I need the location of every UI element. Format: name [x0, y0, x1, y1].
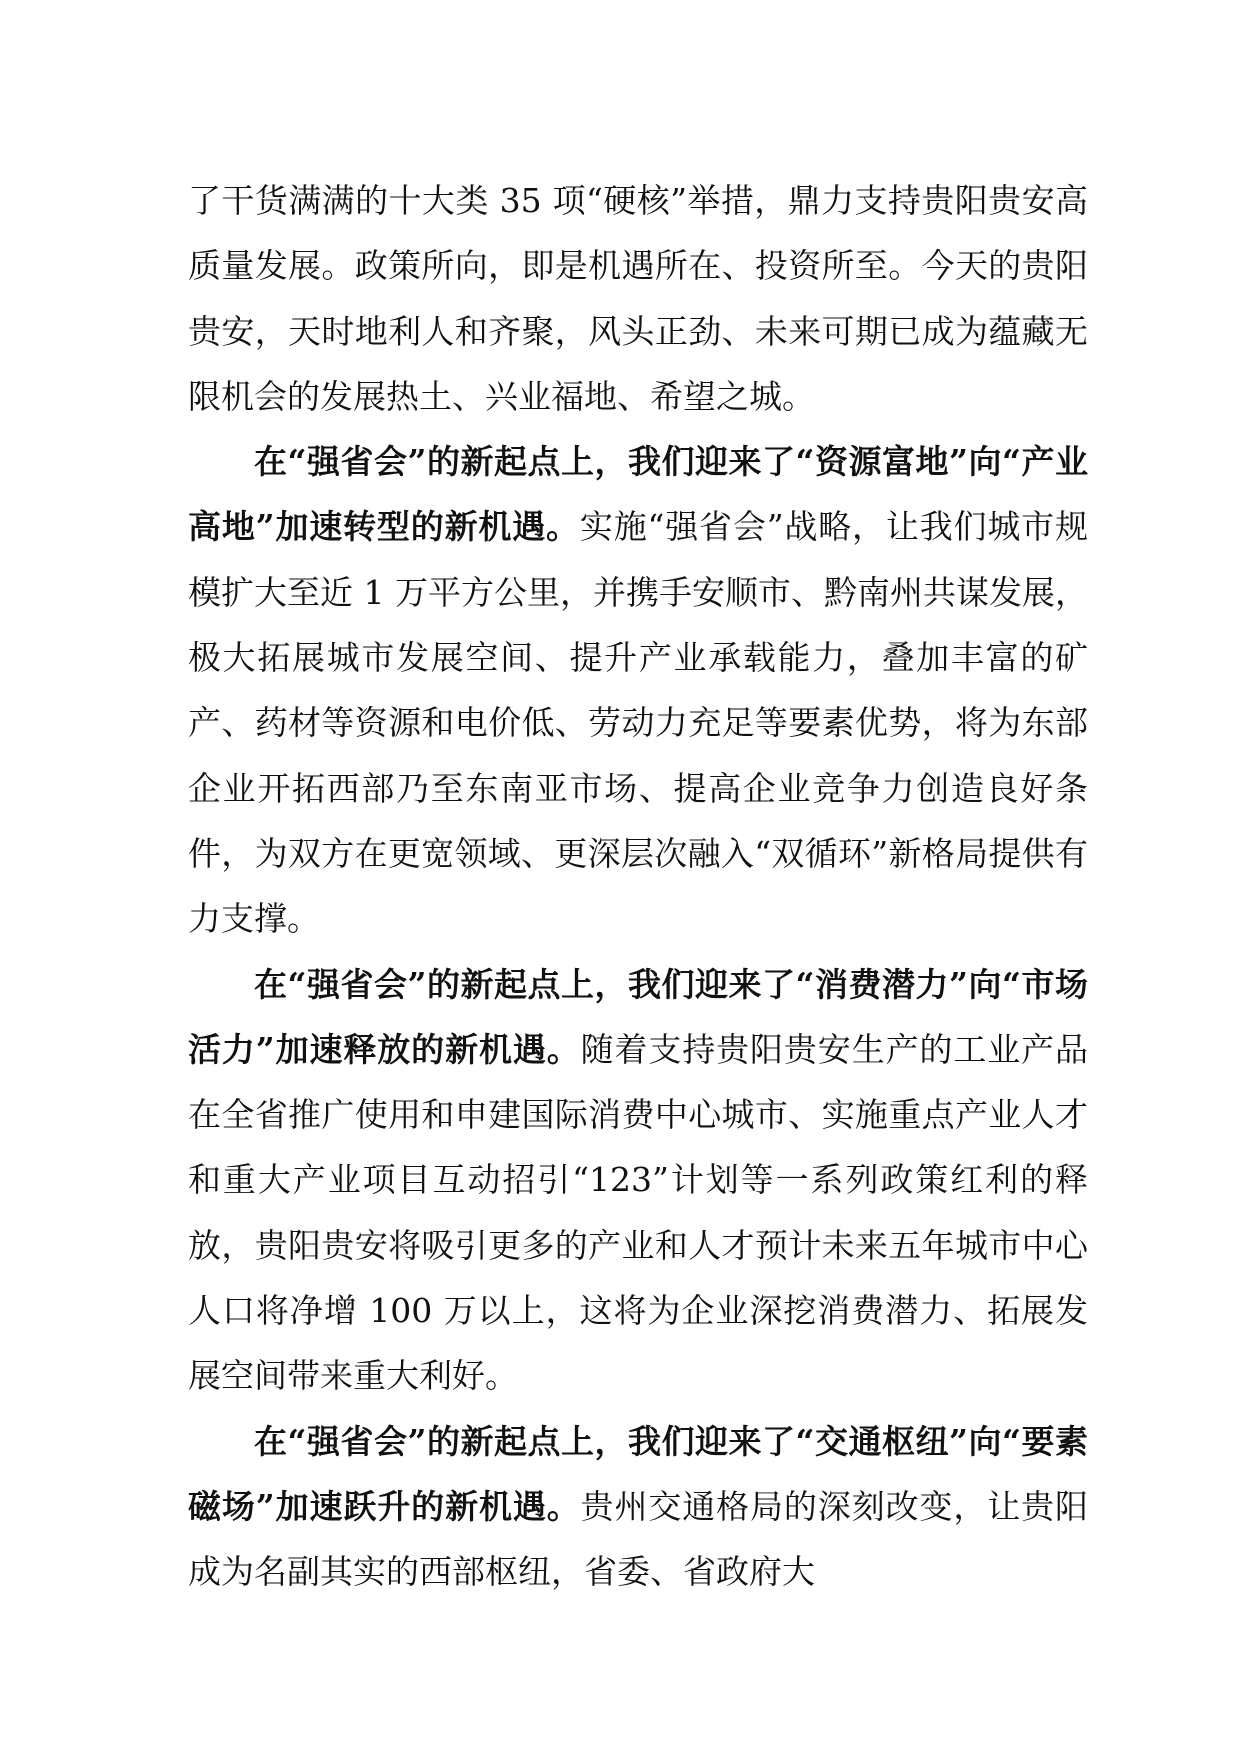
paragraph-body: 贵州交通格局的深刻改变，让贵阳成为名副其实的西部枢纽，省委、省政府大 — [188, 1486, 1089, 1592]
paragraph-lead-heading: 在“强省会”的新起点上，我们迎来了“资源富地”向“产业高地”加速转型的新机遇。 — [188, 442, 1088, 547]
paragraph-intro-continuation — [188, 168, 1088, 429]
paragraph-transport-hub — [188, 1409, 1088, 1605]
paragraph-lead-heading: 在“强省会”的新起点上，我们迎来了“消费潜力”向“市场活力”加速释放的新机遇。 — [188, 964, 1088, 1069]
paragraph-body: 随着支持贵阳贵安生产的工业产品在全省推广使用和申建国际消费中心城市、实施重点产业人才和重大产业项目互动招引“123”计划等一系列政策红利的释放，贵阳贵安将吸引更多的产业和人才预计未来五年城市中心人口将净增 100 万以上，这将为企业深挖消费潜力、拓展发展空间带来重大利好。 — [188, 1029, 1089, 1396]
paragraph-consumption-potential — [188, 952, 1088, 1409]
document-body — [188, 168, 1088, 1605]
paragraph-lead-heading: 在“强省会”的新起点上，我们迎来了“交通枢纽”向“要素磁场”加速跃升的新机遇。 — [188, 1421, 1088, 1526]
paragraph-body: 实施“强省会”战略，让我们城市规模扩大至近 1 万平方公里，并携手安顺市、黔南州共谋发展，极大拓展城市发展空间、提升产业承载能力，叠加丰富的矿产、药材等资源和电价低、劳动力充足等要素优势，将为东部企业开拓西部乃至东南亚市场、提高企业竞争力创造良好条件，为双方在更宽领域、更深层次融入“双循环”新格局提供有力支撑。 — [188, 507, 1089, 939]
paragraph-resource-transformation — [188, 429, 1088, 951]
paragraph-body: 了干货满满的十大类 35 项“硬核”举措，鼎力支持贵阳贵安高质量发展。政策所向，即是机遇所在、投资所至。今天的贵阳贵安，天时地利人和齐聚，风头正劲、未来可期已成为蕴藏无限机会的发展热土、兴业福地、希望之城。 — [188, 181, 1088, 416]
